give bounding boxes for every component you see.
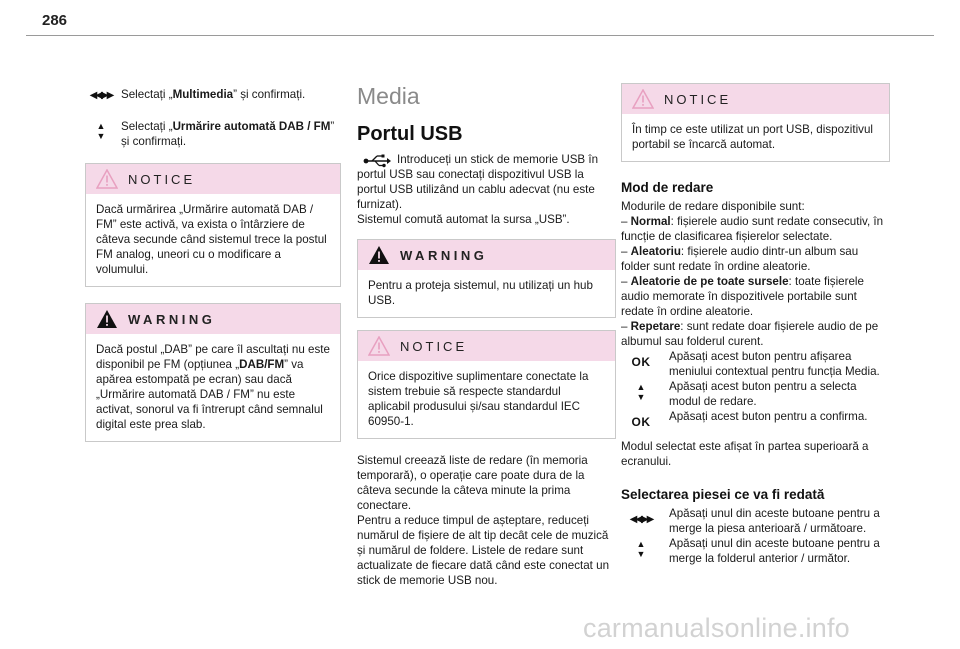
warning-text: Pentru a proteja sistemul, nu utilizați un hub USB. [368,279,593,307]
up-down-text: Apăsați acest buton pentru a selecta modul de redare. [669,380,857,408]
playlist-paragraph: Sistemul creează liste de redare (în memoria temporară), o operație care poate dura de la câteva secunde la câteva minute la prima conectare. [357,454,588,512]
warning-text: Dacă postul „DAB” pe care îl ascultați nu este disponibil pe FM (opțiunea „DAB/FM” va apărea estompată pe ecran) sau dacă „Urmărire automată DAB / FM” nu este activat, sonorul va fi întrerupt când semnalul digital este prea slab. [96,343,330,431]
notice-triangle-icon [368,336,390,356]
notice-title: NOTICE [664,91,732,107]
play-mode-random-all: – Aleatorie de pe toate sursele: toate fișierele audio memorate în dispozitivele portabile sunt redate în ordine aleatorie. [621,275,864,318]
notice-title: NOTICE [400,338,468,354]
column-middle [357,78,616,588]
play-mode-repeat: – Repetare: sunt redate doar fișierele audio de pe albumul sau folderul curent. [621,320,879,348]
notice-header [86,164,340,194]
step-dab-fm [85,119,341,149]
up-down-step [621,379,890,409]
notice-triangle-icon [632,89,654,109]
usb-text-1: Introduceți un stick de memorie USB în portul USB sau conectați dispozitivul USB la portul USB utilizând un cablu adecvat (nu este furnizat). [357,153,599,211]
ok-button-icon: OK [631,355,651,369]
warning-title: WARNING [128,311,216,327]
notice-box-charging [621,83,890,162]
column-left [85,78,341,442]
notice-text: În timp ce este utilizat un port USB, dispozitivul portabil se încarcă automat. [632,123,874,151]
notice-triangle-icon [96,169,118,189]
seek-left-right-arrows-icon: ◀◀▶▶ [89,90,113,101]
notice-box-dab [85,163,341,287]
step-dab-fm-text: Selectați „Urmărire automată DAB / FM” și confirmați. [121,120,335,148]
usb-text-2: Sistemul comută automat la sursa „USB”. [357,213,570,226]
track-prev-next-step [621,506,890,536]
notice-title: NOTICE [128,171,196,187]
ok-menu-text: Apăsați acest buton pentru afișarea meniului contextual pentru funcția Media. [669,350,880,378]
top-rule [26,35,934,36]
ok-menu-step [621,349,890,379]
page-number: 286 [42,12,68,29]
warning-header [86,304,340,334]
warning-box-hub [357,239,616,318]
up-down-arrows-icon: ▲ ▼ [96,121,106,141]
ok-confirm-step [621,409,890,429]
notice-text: Dacă urmărirea „Urmărire automată DAB / FM” este activă, va exista o întârziere de câteva secunde când sistemul trece la postul FM analog, uneori cu o modificare a volumului. [96,203,327,276]
section-heading-usb: Portul USB [357,123,463,145]
warning-title: WARNING [400,247,488,263]
heading-track-select: Selectarea piesei ce va fi redată [621,487,825,502]
warning-triangle-icon [368,245,390,265]
step-multimedia [85,87,341,102]
seek-left-right-arrows-icon: ◀◀▶▶ [629,514,653,525]
column-right [621,78,890,566]
warning-header [358,240,615,270]
ok-button-icon: OK [631,415,651,429]
play-mode-normal: – Normal: fișierele audio sunt redate consecutiv, în funcție de clasificarea fișierelor selectate. [621,215,884,243]
wait-time-paragraph: Pentru a reduce timpul de așteptare, reduceți numărul de fișiere de alt tip decât cele de muzică și numărul de foldere. Listele de redare sunt actualizate de fiecare dată când este conectat un stick de memorie USB nou. [357,514,610,587]
step-multimedia-text: Selectați „Multimedia” și confirmați. [121,88,306,101]
mode-display-text: Modul selectat este afișat în partea superioară a ecranului. [621,440,869,468]
folder-prev-next-text: Apăsați unul din aceste butoane pentru a merge la folderul anterior / următor. [669,537,880,565]
up-down-arrows-icon: ▲ ▼ [636,382,646,402]
notice-box-iec [357,330,616,439]
heading-play-mode: Mod de redare [621,180,714,195]
ok-confirm-text: Apăsați acest buton pentru a confirma. [669,410,868,423]
track-prev-next-text: Apăsați unul din aceste butoane pentru a merge la piesa anterioară / următoare. [669,507,880,535]
warning-triangle-icon [96,309,118,329]
folder-prev-next-step [621,536,890,566]
play-mode-random: – Aleatoriu: fișierele audio dintr-un album sau folder sunt redate în ordine aleatorie. [621,245,859,273]
up-down-arrows-icon: ▲ ▼ [636,539,646,559]
watermark: carmanualsonline.info [583,613,850,643]
usb-icon [363,154,391,168]
notice-header [622,84,889,114]
usb-instructions [357,152,616,212]
notice-header [358,331,615,361]
play-mode-intro: Modurile de redare disponibile sunt: [621,200,805,213]
section-heading-media: Media [357,83,420,109]
warning-box-dab [85,303,341,442]
notice-text: Orice dispozitive suplimentare conectate la sistem trebuie să respecte standardul aplicabil produsului și/sau standardul IEC 60950-1. [368,370,589,428]
